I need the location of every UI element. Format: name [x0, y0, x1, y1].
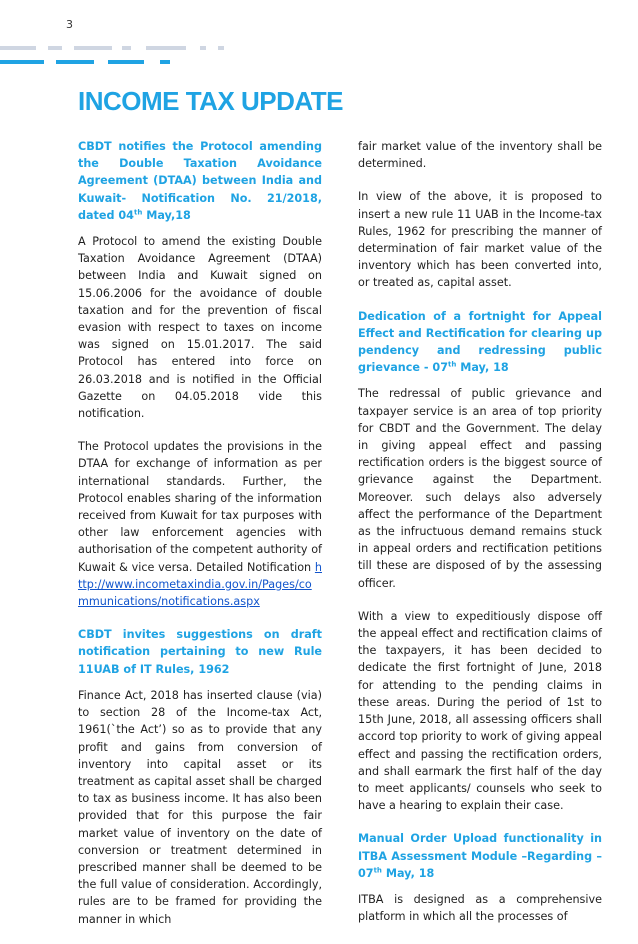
dtaa-paragraph-2: The Protocol updates the provisions in the DTAA for exchange of information as per international standards. Further, the Protocol enables sharing of the information received from Kuwait for tax purposes with other law enforcement agencies with authorisation of the competent authority of Kuwait & vice versa. Detailed Notification http://www.incometaxindia.gov.in/Pages/communications/notifications.aspx	[78, 440, 322, 609]
page-title: INCOME TAX UPDATE	[78, 86, 343, 116]
itba-paragraph: ITBA is designed as a comprehensive platform in which all the processes of	[358, 892, 602, 924]
appeal-fortnight-heading: Dedication of a fortnight for Appeal Effect and Rectification for clearing up pendency and redressing public grievance - 07th May, 18	[358, 309, 602, 375]
right-column	[358, 138, 602, 941]
grievance-paragraph: The redressal of public grievance and taxpayer service is an area of top priority for CBDT and the Government. The delay in giving appeal effect and passing rectification orders is the biggest source of grievance against the Department. Moreover. such delays also adversely affect the performance of the Department as the infructuous demand remains stuck in appeal orders and rectification petitions till these are disposed of by the assessing officer.	[358, 387, 602, 590]
page-number: 3	[66, 18, 73, 31]
rule-11uab-heading: CBDT invites suggestions on draft notification pertaining to new Rule 11UAB of IT Rules, 1962	[78, 628, 322, 676]
dtaa-kuwait-heading: CBDT notifies the Protocol amending the Double Taxation Avoidance Agreement (DTAA) between India and Kuwait- Notification No. 21/2018, dated 04th May,18	[78, 140, 322, 222]
dtaa-paragraph-1: A Protocol to amend the existing Double Taxation Avoidance Agreement (DTAA) between India and Kuwait signed on 15.06.2006 for the avoidance of double taxation and for the prevention of fiscal evasion with respect to taxes on income was signed on 15.01.2017. The said Protocol has entered into force on 26.03.2018 and is notified in the Official Gazette on 04.05.2018 vide this notification.	[78, 235, 322, 421]
rule-11uab-paragraph: Finance Act, 2018 has inserted clause (via) to section 28 of the Income-tax Act, 1961(`the Act’) so as to provide that any profit and gains from conversion of inventory into capital asset or its treatment as capital asset shall be charged to tax as business income. It has also been provided that for this purpose the fair market value of inventory on the date of conversion or treatment determined in prescribed manner shall be deemed to be the full value of consideration. Accordingly, rules are to be framed for providing the manner in which	[78, 688, 322, 926]
left-column	[78, 138, 322, 944]
notification-link[interactable]: http://www.incometaxindia.gov.in/Pages/communications/notifications.aspx	[78, 560, 322, 609]
decorative-stripes	[0, 46, 260, 70]
itba-upload-heading: Manual Order Upload functionality in ITBA Assessment Module –Regarding – 07th May, 18	[358, 832, 602, 880]
fmv-continuation-paragraph: fair market value of the inventory shall be determined.	[358, 140, 602, 171]
fortnight-paragraph: With a view to expeditiously dispose off the appeal effect and rectification claims of the taxpayers, it has been decided to dedicate the first fortnight of June, 2018 for attending to the pending claims in these areas. During the period of 1st to 15th June, 2018, all assessing officers shall accord top priority to work of giving appeal effect and passing the rectification orders, and shall earmark the first half of the day to meet applicants/ counsels who seek to have a hearing to explain their case.	[358, 609, 602, 813]
rule-proposal-paragraph: In view of the above, it is proposed to insert a new rule 11 UAB in the Income-tax Rules, 1962 for prescribing the manner of determination of fair market value of the inventory which has been converted into, or treated as, capital asset.	[358, 190, 602, 290]
